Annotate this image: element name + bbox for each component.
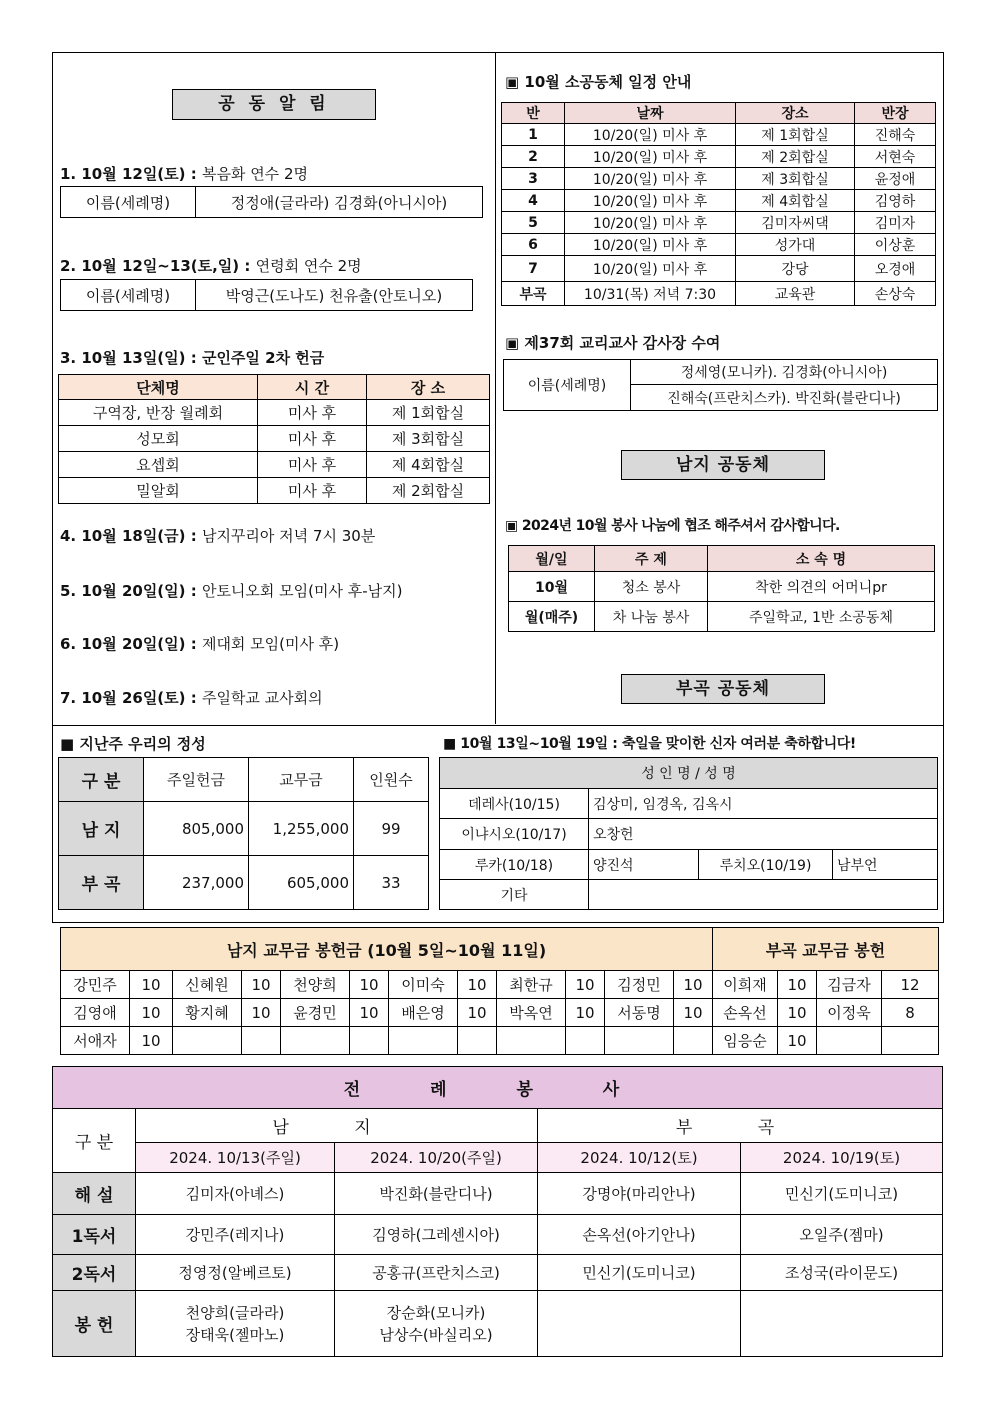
offering-title: ■ 지난주 우리의 정성	[60, 735, 206, 753]
notice-item-4-text: 남지꾸리아 저녁 7시 30분	[201, 527, 376, 545]
col-header: 날짜	[565, 103, 736, 124]
table-cell: 구역장, 반장 월례회	[59, 400, 258, 426]
tithe-name: 신혜원	[173, 971, 242, 999]
table-cell: 강당	[736, 256, 855, 282]
date-header: 2024. 10/19(토)	[741, 1143, 943, 1173]
server-name: 김영하(그레센시아)	[335, 1215, 538, 1255]
tithe-name: 김영애	[61, 999, 130, 1027]
tithe-name	[389, 1027, 458, 1055]
table-cell: 99	[354, 802, 429, 856]
tithe-amount: 10	[778, 971, 817, 999]
tithe-name: 이희재	[713, 971, 778, 999]
table-cell: 손상숙	[855, 282, 936, 306]
table-cell: 서현숙	[855, 146, 936, 168]
tithe-name	[605, 1027, 674, 1055]
namji-header: 남 지	[136, 1109, 538, 1143]
table-cell: 7	[502, 256, 565, 282]
member-names: 양진석	[589, 850, 699, 880]
notice-item-4	[60, 525, 375, 546]
col-header: 시 간	[258, 375, 367, 400]
table-cell: 부곡	[502, 282, 565, 306]
tithe-name: 배은영	[389, 999, 458, 1027]
col-header: 주 제	[595, 546, 708, 572]
saint-name: 기타	[440, 880, 589, 910]
notice-item-5-text: 안토니오회 모임(미사 후-남지)	[201, 582, 403, 600]
table-cell: 제 3회합실	[736, 168, 855, 190]
notice-item-6-text: 제대회 모임(미사 후)	[201, 635, 340, 653]
table-cell: 미사 후	[258, 400, 367, 426]
server-name: 김미자(아녜스)	[136, 1173, 335, 1215]
notice-item-1-table	[60, 186, 483, 218]
offering-table	[58, 757, 429, 910]
notice-item-1	[60, 163, 308, 184]
table-cell: 제 2회합실	[367, 478, 490, 504]
table-cell: 청소 봉사	[595, 572, 708, 602]
notice-item-6	[60, 633, 339, 654]
tithe-amount	[566, 1027, 605, 1055]
server-name: 박진화(블란디나)	[335, 1173, 538, 1215]
liturgy-title: 전 례 봉 사	[53, 1067, 943, 1109]
tithe-amount: 10	[674, 971, 713, 999]
table-cell: 김미자씨댁	[736, 212, 855, 234]
table-cell: 교육관	[736, 282, 855, 306]
feast-table	[439, 757, 938, 910]
col-header: 장 소	[367, 375, 490, 400]
table-cell: 6	[502, 234, 565, 256]
col-header: 월/일	[509, 546, 595, 572]
notice-item-6-head: 6. 10월 20일(일) :	[60, 635, 202, 653]
row-header: 남 지	[59, 802, 144, 856]
row-header: 부 곡	[59, 856, 144, 910]
tithe-amount: 12	[882, 971, 939, 999]
tithe-name: 최한규	[497, 971, 566, 999]
table-cell: 주일학교, 1반 소공동체	[708, 602, 935, 632]
notice-title: 공 동 알 림	[172, 89, 376, 120]
bugok-tithe-title: 부곡 교무금 봉헌	[713, 928, 939, 971]
volunteer-title: ▣ 2024년 10월 봉사 나눔에 협조 해주셔서 감사합니다.	[505, 518, 840, 534]
vertical-divider	[495, 52, 496, 724]
table-cell: 10/20(일) 미사 후	[565, 168, 736, 190]
group-meeting-table	[58, 374, 490, 504]
notice-item-2-head: 2. 10월 12일~13(토,일) :	[60, 257, 256, 275]
server-name: 조성국(라이문도)	[741, 1255, 943, 1291]
col-header: 반	[502, 103, 565, 124]
notice-item-7-head: 7. 10월 26일(토) :	[60, 689, 202, 707]
tithe-amount: 10	[566, 999, 605, 1027]
tithe-amount: 10	[242, 999, 281, 1027]
table-cell: 요셉회	[59, 452, 258, 478]
table-cell: 김영하	[855, 190, 936, 212]
feast-header: 성 인 명 / 성 명	[440, 758, 938, 789]
table-cell: 제 1회합실	[736, 124, 855, 146]
table-cell: 제 2회합실	[736, 146, 855, 168]
saint-name: 루치오(10/19)	[699, 850, 833, 880]
notice-item-3	[60, 347, 324, 368]
notice-item-2	[60, 255, 362, 276]
table-cell: 2	[502, 146, 565, 168]
table-cell: 성모회	[59, 426, 258, 452]
small-community-table	[501, 102, 936, 306]
tithe-name: 김금자	[817, 971, 882, 999]
tithe-name	[817, 1027, 882, 1055]
server-name: 강명야(마리안나)	[538, 1173, 741, 1215]
server-name-pair	[335, 1291, 538, 1357]
col-header: 교무금	[249, 758, 354, 802]
award-names-line-2: 진해숙(프란치스카). 박진화(블란디나)	[631, 385, 938, 411]
date-header: 2024. 10/12(토)	[538, 1143, 741, 1173]
server-name: 강민주(레지나)	[136, 1215, 335, 1255]
tithe-name	[281, 1027, 350, 1055]
date-header: 2024. 10/13(주일)	[136, 1143, 335, 1173]
table-cell: 차 나눔 봉사	[595, 602, 708, 632]
col-header: 인원수	[354, 758, 429, 802]
notice-item-7	[60, 687, 323, 708]
table-cell: 10/31(목) 저녁 7:30	[565, 282, 736, 306]
role-label: 1독서	[53, 1215, 136, 1255]
notice-item-1-head: 1. 10월 12일(토) :	[60, 165, 202, 183]
table-cell: 착한 의견의 어머니pr	[708, 572, 935, 602]
name-label: 이름(세례명)	[61, 187, 196, 218]
server-name: 남상수(바실리오)	[379, 1325, 493, 1344]
bugok-community-title: 부곡 공동체	[621, 674, 825, 704]
server-name: 장순화(모니카)	[386, 1303, 486, 1322]
col-header: 장소	[736, 103, 855, 124]
tithe-amount	[882, 1027, 939, 1055]
role-label: 해 설	[53, 1173, 136, 1215]
tithe-name: 이정욱	[817, 999, 882, 1027]
teacher-award-table	[503, 359, 938, 411]
names-value: 박영근(도나도) 천유출(안토니오)	[196, 280, 473, 311]
table-cell: 미사 후	[258, 426, 367, 452]
table-cell: 미사 후	[258, 478, 367, 504]
tithe-name: 황지혜	[173, 999, 242, 1027]
role-label: 봉 헌	[53, 1291, 136, 1357]
table-cell: 월(매주)	[509, 602, 595, 632]
server-name: 공홍규(프란치스코)	[335, 1255, 538, 1291]
table-cell: 제 4회합실	[367, 452, 490, 478]
table-cell: 237,000	[144, 856, 249, 910]
server-name: 오일주(젬마)	[741, 1215, 943, 1255]
table-cell: 805,000	[144, 802, 249, 856]
tithe-name	[173, 1027, 242, 1055]
server-name: 민신기(도미니코)	[538, 1255, 741, 1291]
tithe-amount: 10	[458, 971, 497, 999]
gubun-header: 구 분	[53, 1109, 136, 1173]
table-cell: 10/20(일) 미사 후	[565, 212, 736, 234]
tithe-table	[60, 927, 939, 1055]
tithe-amount: 10	[130, 971, 173, 999]
notice-item-5	[60, 580, 403, 601]
table-cell: 미사 후	[258, 452, 367, 478]
table-cell: 성가대	[736, 234, 855, 256]
bugok-header: 부 곡	[538, 1109, 943, 1143]
namji-tithe-title: 남지 교무금 봉헌금 (10월 5일~10월 11일)	[61, 928, 713, 971]
award-names-line-1: 정세영(모니카). 김경화(아니시아)	[631, 360, 938, 385]
member-names: 남부언	[833, 850, 938, 880]
tithe-name	[497, 1027, 566, 1055]
tithe-amount	[674, 1027, 713, 1055]
tithe-name: 손옥선	[713, 999, 778, 1027]
tithe-name: 천양희	[281, 971, 350, 999]
notice-item-3-head: 3. 10월 13일(일) : 군인주일 2차 헌금	[60, 349, 325, 367]
saint-name: 데레사(10/15)	[440, 789, 589, 819]
saint-name: 루카(10/18)	[440, 850, 589, 880]
liturgy-table	[52, 1066, 943, 1357]
table-cell: 10/20(일) 미사 후	[565, 124, 736, 146]
role-label: 2독서	[53, 1255, 136, 1291]
server-name: 천양희(글라라)	[185, 1303, 285, 1322]
tithe-name: 서애자	[61, 1027, 130, 1055]
member-names: 김상미, 임경옥, 김옥시	[589, 789, 938, 819]
table-cell: 10월	[509, 572, 595, 602]
namji-community-title: 남지 공동체	[621, 450, 825, 480]
table-cell: 오경애	[855, 256, 936, 282]
tithe-amount: 10	[778, 1027, 817, 1055]
names-value: 정정애(글라라) 김경화(아니시아)	[196, 187, 483, 218]
table-cell: 4	[502, 190, 565, 212]
member-names: 오창헌	[589, 819, 938, 850]
table-cell: 제 3회합실	[367, 426, 490, 452]
tithe-amount: 8	[882, 999, 939, 1027]
tithe-name: 김정민	[605, 971, 674, 999]
table-cell: 제 1회합실	[367, 400, 490, 426]
table-cell: 밀알회	[59, 478, 258, 504]
tithe-amount: 10	[130, 1027, 173, 1055]
table-cell: 제 4회합실	[736, 190, 855, 212]
notice-item-2-text: 연령회 연수 2명	[255, 257, 362, 275]
tithe-amount: 10	[242, 971, 281, 999]
table-cell: 10/20(일) 미사 후	[565, 256, 736, 282]
volunteer-table	[508, 545, 935, 632]
tithe-amount: 10	[674, 999, 713, 1027]
table-cell: 3	[502, 168, 565, 190]
table-cell: 605,000	[249, 856, 354, 910]
small-community-title: ▣ 10월 소공동체 일정 안내	[505, 73, 692, 91]
tithe-name: 서동명	[605, 999, 674, 1027]
table-cell: 5	[502, 212, 565, 234]
saint-name: 이냐시오(10/17)	[440, 819, 589, 850]
col-header: 단체명	[59, 375, 258, 400]
tithe-amount	[242, 1027, 281, 1055]
tithe-amount: 10	[350, 971, 389, 999]
server-name	[538, 1291, 741, 1357]
table-cell: 10/20(일) 미사 후	[565, 190, 736, 212]
table-cell: 김미자	[855, 212, 936, 234]
tithe-amount	[350, 1027, 389, 1055]
table-cell: 진해숙	[855, 124, 936, 146]
tithe-amount: 10	[130, 999, 173, 1027]
tithe-amount: 10	[778, 999, 817, 1027]
table-cell: 33	[354, 856, 429, 910]
notice-item-2-table	[60, 279, 473, 311]
col-header: 주일헌금	[144, 758, 249, 802]
table-cell: 1	[502, 124, 565, 146]
server-name: 손옥선(아기안나)	[538, 1215, 741, 1255]
teacher-award-title: ▣ 제37회 교리교사 감사장 수여	[505, 334, 721, 352]
table-cell: 1,255,000	[249, 802, 354, 856]
table-cell: 윤정애	[855, 168, 936, 190]
server-name: 정영정(알베르토)	[136, 1255, 335, 1291]
tithe-amount: 10	[566, 971, 605, 999]
notice-item-1-text: 복음화 연수 2명	[201, 165, 308, 183]
table-cell: 10/20(일) 미사 후	[565, 234, 736, 256]
tithe-amount	[458, 1027, 497, 1055]
tithe-name: 박옥연	[497, 999, 566, 1027]
name-label: 이름(세례명)	[61, 280, 196, 311]
table-cell: 이상훈	[855, 234, 936, 256]
server-name-pair	[136, 1291, 335, 1357]
col-header: 구 분	[59, 758, 144, 802]
tithe-amount: 10	[458, 999, 497, 1027]
tithe-name: 강민주	[61, 971, 130, 999]
date-header: 2024. 10/20(주일)	[335, 1143, 538, 1173]
table-cell: 10/20(일) 미사 후	[565, 146, 736, 168]
col-header: 반장	[855, 103, 936, 124]
server-name: 장태욱(젤마노)	[185, 1325, 285, 1344]
tithe-name: 임응순	[713, 1027, 778, 1055]
notice-item-7-text: 주일학교 교사회의	[201, 689, 323, 707]
tithe-name: 이미숙	[389, 971, 458, 999]
feast-title: ■ 10월 13일~10월 19일 : 축일을 맞이한 신자 여러분 축하합니다!	[443, 736, 856, 752]
notice-item-5-head: 5. 10월 20일(일) :	[60, 582, 202, 600]
tithe-amount: 10	[350, 999, 389, 1027]
tithe-name: 윤경민	[281, 999, 350, 1027]
notice-item-4-head: 4. 10월 18일(금) :	[60, 527, 202, 545]
server-name	[741, 1291, 943, 1357]
server-name: 민신기(도미니코)	[741, 1173, 943, 1215]
member-names	[589, 880, 938, 910]
col-header: 소 속 명	[708, 546, 935, 572]
name-label: 이름(세례명)	[504, 360, 631, 411]
